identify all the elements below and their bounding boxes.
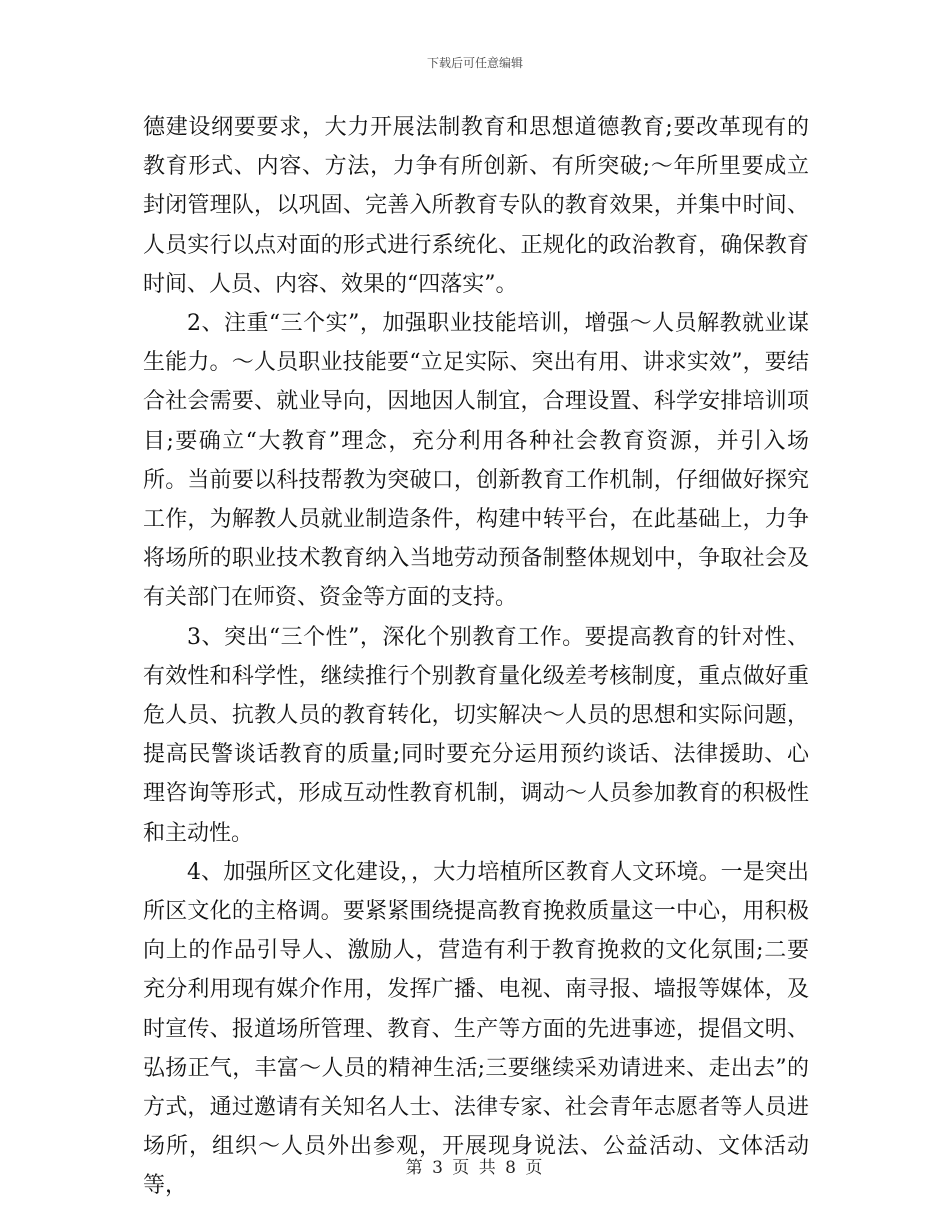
paragraph-4: 4、加强所区文化建设，，大力培植所区教育人文环境。一是突出所区文化的主格调。要紧紧围绕提高教育挽救质量这一中心，用积极向上的作品引导人、激励人，营造有利于教育挽救的文化氛围;二要充分利用现有媒介作用，发挥广播、电视、南寻报、墙报等媒体，及时宣传、报道场所管理、教育、生产等方面的先进事迹，提倡文明、弘扬正气，丰富～人员的精神生活;三要继续采劝请进来、走出去”的方式，通过邀请有关知名人士、法律专家、社会青年志愿者等人员进场所，组织～人员外出参观，开展现身说法、公益活动、文体活动等， bbox=[143, 859, 809, 1199]
page-number: 第 3 页 共 8 页 bbox=[405, 1158, 545, 1178]
paragraph-3: 3、突出“三个性”，深化个别教育工作。要提高教育的针对性、有效性和科学性，继续推行个别教育量化级差考核制度，重点做好重危人员、抗教人员的教育转化，切实解决～人员的思想和实际问题，提高民警谈话教育的质量;同时要充分运用预约谈话、法律援助、心理咨询等形式，形成互动性教育机制，调动～人员参加教育的积极性和主动性。 bbox=[143, 624, 809, 846]
paragraph-1: 德建设纲要要求，大力开展法制教育和思想道德教育;要改革现有的教育形式、内容、方法，力争有所创新、有所突破;～年所里要成立封闭管理队，以巩固、完善入所教育专队的教育效果，并集中时间、人员实行以点对面的形式进行系统化、正规化的政治教育，确保教育时间、人员、内容、效果的“四落实”。 bbox=[143, 115, 809, 297]
paragraph-2: 2、注重“三个实”，加强职业技能培训，增强～人员解教就业谋生能力。～人员职业技能要“立足实际、突出有用、讲求实效”，要结合社会需要、就业导向，因地因人制宜，合理设置、科学安排培训项目;要确立“大教育”理念，充分利用各种社会教育资源，并引入场所。当前要以科技帮教为突破口，创新教育工作机制，仔细做好探究工作，为解教人员就业制造条件，构建中转平台，在此基础上，力争将场所的职业技术教育纳入当地劳动预备制整体规划中，争取社会及有关部门在师资、资金等方面的支持。 bbox=[143, 311, 809, 611]
header-note: 下载后可任意编辑 bbox=[426, 56, 523, 70]
document-body bbox=[143, 108, 809, 1206]
